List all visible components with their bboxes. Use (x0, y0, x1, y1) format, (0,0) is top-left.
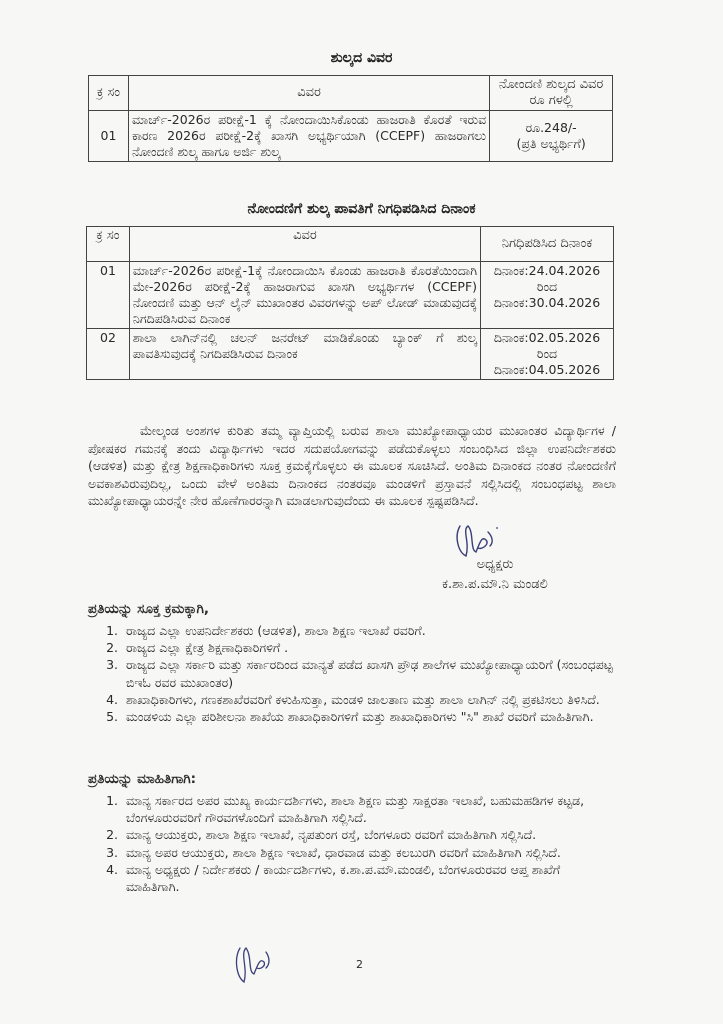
table-header-row (89, 76, 613, 111)
fee-details-title: ಶುಲ್ಕದ ವಿವರ (330, 50, 393, 66)
header-sl: ಕ್ರ ಸಂ (89, 76, 129, 111)
date-from: ದಿನಾಂಕ:24.04.2026 (493, 263, 601, 278)
signatory-block (395, 555, 595, 595)
row-sl: 02 (87, 329, 130, 380)
signatory-organization: ಕ.ಶಾ.ಪ.ಮೌ.ನಿ ಮಂಡಲಿ (442, 577, 548, 592)
copy-info-heading: ಪ್ರತಿಯನ್ನು ಮಾಹಿತಿಗಾಗಿ: (88, 771, 197, 787)
header-date: ನಿಗಧಿಪಡಿಸಿದ ದಿನಾಂಕ (481, 227, 614, 262)
list-item: 5. ಮಂಡಳಿಯ ಎಲ್ಲಾ ಪರಿಶೀಲನಾ ಶಾಖೆಯ ಶಾಖಾಧಿಕಾರಿಗಳಿಗೆ ಮತ್ತು ಶಾಖಾಧಿಕಾರಿಗಳು "ಸಿ" ಶಾಖೆ ರವರಿಗೆ ಮಾಹಿತಿಗಾಗಿ. (122, 708, 616, 725)
initials-signature-icon (230, 942, 274, 986)
date-from: ದಿನಾಂಕ:02.05.2026 (493, 330, 601, 345)
list-item: 3. ಮಾನ್ಯ ಅಪರ ಆಯುಕ್ತರು, ಶಾಲಾ ಶಿಕ್ಷಣ ಇಲಾಖೆ, ಧಾರವಾಡ ಮತ್ತು ಕಲಬುರಗಿ ರವರಿಗೆ ಮಾಹಿತಿಗಾಗಿ ಸಲ್ಲಿಸಿದೆ. (122, 844, 616, 861)
table-row (87, 329, 614, 380)
list-item: 4. ಮಾನ್ಯ ಅಧ್ಯಕ್ಷರು / ನಿರ್ದೇಶಕರು / ಕಾರ್ಯದರ್ಶಿಗಳು, ಕ.ಶಾ.ಪ.ಮೌ.ಮಂಡಲಿ, ಬೆಂಗಳೂರುರವರ ಆಪ್ತ ಶಾಖೆಗೆ ಮಾಹಿತಿಗಾಗಿ. (122, 861, 616, 895)
row-date-range (481, 329, 614, 380)
dates-table-title: ನೋಂದಣಿಗೆ ಶುಲ್ಕ ಪಾವತಿಗೆ ನಿಗಧಿಪಡಿಸಿದ ದಿನಾಂಕ (247, 201, 476, 217)
body-paragraph: ಮೇಲ್ಕಂಡ ಅಂಶಗಳ ಕುರಿತು ತಮ್ಮ ವ್ಯಾಪ್ತಿಯಲ್ಲಿ ಬರುವ ಶಾಲಾ ಮುಖ್ಯೋಪಾಧ್ಯಾಯರ ಮುಖಾಂತರ ವಿದ್ಯಾರ್ಥಿಗಳ / ಪೋಷಕರ ಗಮನಕ್ಕೆ ತಂದು ವಿದ್ಯಾರ್ಥಿಗಳು ಇದರ ಸದುಪಯೋಗವನ್ನು ಪಡೆದುಕೊಳ್ಳಲು ಸಂಬಂಧಿಸಿದ ಜಿಲ್ಲಾ ಉಪನಿರ್ದೇಶಕರು (ಆಡಳಿತ) ಮತ್ತು ಕ್ಷೇತ್ರ ಶಿಕ್ಷಣಾಧಿಕಾರಿಗಳು ಸೂಕ್ತ ಕ್ರಮಕೈಗೊಳ್ಳಲು ಈ ಮೂಲಕ ಸೂಚಿಸಿದೆ. ಅಂತಿಮ ದಿನಾಂಕದ ನಂತರ ನೋಂದಣಿಗೆ ಅವಕಾಶವಿರುವುದಿಲ್ಲ, ಒಂದು ವೇಳೆ ಅಂತಿಮ ದಿನಾಂಕದ ನಂತರವೂ ಮಂಡಳಿಗೆ ಪ್ರಸ್ತಾವನೆ ಸಲ್ಲಿಸಿದಲ್ಲಿ ಸಂಬಂಧಪಟ್ಟ ಶಾಲಾ ಮುಖ್ಯೋಪಾಧ್ಯಾಯರನ್ನೇ ನೇರ ಹೊಣೆಗಾರರನ್ನಾಗಿ ಮಾಡಲಾಗುವುದೆಂದು ಈ ಮೂಲಕ ಸ್ಪಷ್ಟಪಡಿಸಿದೆ. (88, 423, 616, 508)
header-detail: ವಿವರ (129, 227, 480, 262)
date-to: ದಿನಾಂಕ:30.04.2026 (493, 295, 601, 310)
table-header-row (87, 227, 614, 262)
date-to: ದಿನಾಂಕ:04.05.2026 (493, 362, 601, 377)
list-item: 1. ರಾಜ್ಯದ ಎಲ್ಲಾ ಉಪನಿರ್ದೇಶಕರು (ಆಡಳಿತ), ಶಾಲಾ ಶಿಕ್ಷಣ ಇಲಾಖೆ ರವರಿಗೆ. (122, 622, 616, 639)
page-number: 2 (356, 958, 363, 971)
list-item: 4. ಶಾಖಾಧಿಕಾರಿಗಳು, ಗಣಕಶಾಖೆರವರಿಗೆ ಕಳುಹಿಸುತ್ತಾ, ಮಂಡಳಿ ಜಾಲತಾಣ ಮತ್ತು ಶಾಲಾ ಲಾಗಿನ್ ನಲ್ಲಿ ಪ್ರಕಟಿಸಲು ತಿಳಿಸಿದೆ. (122, 691, 616, 708)
list-item: 2. ರಾಜ್ಯದ ಎಲ್ಲಾ ಕ್ಷೇತ್ರ ಶಿಕ್ಷಣಾಧಿಕಾರಿಗಳಿಗೆ . (122, 639, 616, 656)
fee-details-table (88, 75, 613, 162)
dates-table (86, 226, 614, 380)
signatory-designation: ಅಧ್ಯಕ್ಷರು (476, 557, 514, 572)
list-item: 2. ಮಾನ್ಯ ಆಯುಕ್ತರು, ಶಾಲಾ ಶಿಕ್ಷಣ ಇಲಾಖೆ, ನೃಪತುಂಗ ರಸ್ತೆ, ಬೆಂಗಳೂರು ರವರಿಗೆ ಮಾಹಿತಿಗಾಗಿ ಸಲ್ಲಿಸಿದೆ. (122, 826, 616, 843)
row-amount-cell (490, 111, 613, 162)
row-amount: ರೂ.248/- (525, 120, 577, 135)
row-amount-note: (ಪ್ರತಿ ಅಭ್ಯರ್ಥಿಗೆ) (516, 136, 586, 151)
row-detail: ಮಾರ್ಚ್-2026ರ ಪರೀಕ್ಷೆ-1ಕ್ಕೆ ನೋಂದಾಯಿಸಿ ಕೊಂಡು ಹಾಜರಾತಿ ಕೊರತೆಯಿಂದಾಗಿ ಮೇ-2026ರ ಪರೀಕ್ಷೆ-2ಕ್ಕೆ ಹಾಜರಾಗುವ ಖಾಸಗಿ ಅಭ್ಯರ್ಥಿಗಳ (CCEPF) ನೋಂದಣಿ ಮತ್ತು ಆನ್ ಲೈನ್ ಮುಖಾಂತರ ವಿವರಗಳನ್ನು ಅಪ್ ಲೋಡ್ ಮಾಡುವುದಕ್ಕೆ ನಿಗದಿಪಡಿಸಿರುವ ದಿನಾಂಕ (129, 262, 480, 329)
table-row (87, 262, 614, 329)
row-date-range (481, 262, 614, 329)
copy-action-heading: ಪ್ರತಿಯನ್ನು ಸೂಕ್ತ ಕ್ರಮಕ್ಕಾಗಿ, (88, 601, 210, 617)
table-row (89, 111, 613, 162)
row-detail: ಶಾಲಾ ಲಾಗಿನ್‌ನಲ್ಲಿ ಚಲನ್ ಜನರೇಟ್ ಮಾಡಿಕೊಂಡು ಬ್ಯಾಂಕ್ ಗೆ ಶುಲ್ಕ ಪಾವತಿಸುವುದಕ್ಕೆ ನಿಗದಿಪಡಿಸಿರುವ ದಿನಾಂಕ (129, 329, 480, 380)
row-sl: 01 (89, 111, 129, 162)
date-connector: ರಿಂದ (536, 346, 558, 361)
list-item: 3. ರಾಜ್ಯದ ಎಲ್ಲಾ ಸರ್ಕಾರಿ ಮತ್ತು ಸರ್ಕಾರದಿಂದ ಮಾನ್ಯತೆ ಪಡೆದ ಖಾಸಗಿ ಪ್ರೌಢ ಶಾಲೆಗಳ ಮುಖ್ಯೋಪಾಧ್ಯಾಯರಿಗೆ (ಸಂಬಂಧಪಟ್ಟ ಬಿಇಓ ರವರ ಮುಖಾಂತರ) (122, 656, 616, 690)
row-detail: ಮಾರ್ಚ್-2026ರ ಪರೀಕ್ಷೆ-1 ಕ್ಕೆ ನೋಂದಾಯಿಸಿಕೊಂಡು ಹಾಜರಾತಿ ಕೊರತೆ ಇರುವ ಕಾರಣ 2026ರ ಪರೀಕ್ಷೆ-2ಕ್ಕೆ ಖಾಸಗಿ ಅಭ್ಯರ್ಥಿಯಾಗಿ (CCEPF) ಹಾಜರಾಗಲು ನೋಂದಣಿ ಶುಲ್ಕ ಹಾಗೂ ಅರ್ಜಿ ಶುಲ್ಕ (128, 111, 489, 162)
date-connector: ರಿಂದ (536, 279, 558, 294)
copy-info-list (88, 792, 616, 895)
header-amount: ನೋಂದಣಿ ಶುಲ್ಕದ ವಿವರ ರೂ ಗಳಲ್ಲಿ (490, 76, 613, 111)
header-detail: ವಿವರ (128, 76, 489, 111)
row-sl: 01 (87, 262, 130, 329)
copy-action-list (88, 622, 616, 725)
header-sl: ಕ್ರ ಸಂ (87, 227, 130, 262)
list-item: 1. ಮಾನ್ಯ ಸರ್ಕಾರದ ಅಪರ ಮುಖ್ಯ ಕಾರ್ಯದರ್ಶಿಗಳು, ಶಾಲಾ ಶಿಕ್ಷಣ ಮತ್ತು ಸಾಕ್ಷರತಾ ಇಲಾಖೆ, ಬಹುಮಹಡಿಗಳ ಕಟ್ಟಡ, ಬೆಂಗಳೂರುರವರಿಗೆ ಗೌರವಗಳೊಂದಿಗೆ ಮಾಹಿತಿಗಾಗಿ ಸಲ್ಲಿಸಿದೆ. (122, 792, 616, 826)
